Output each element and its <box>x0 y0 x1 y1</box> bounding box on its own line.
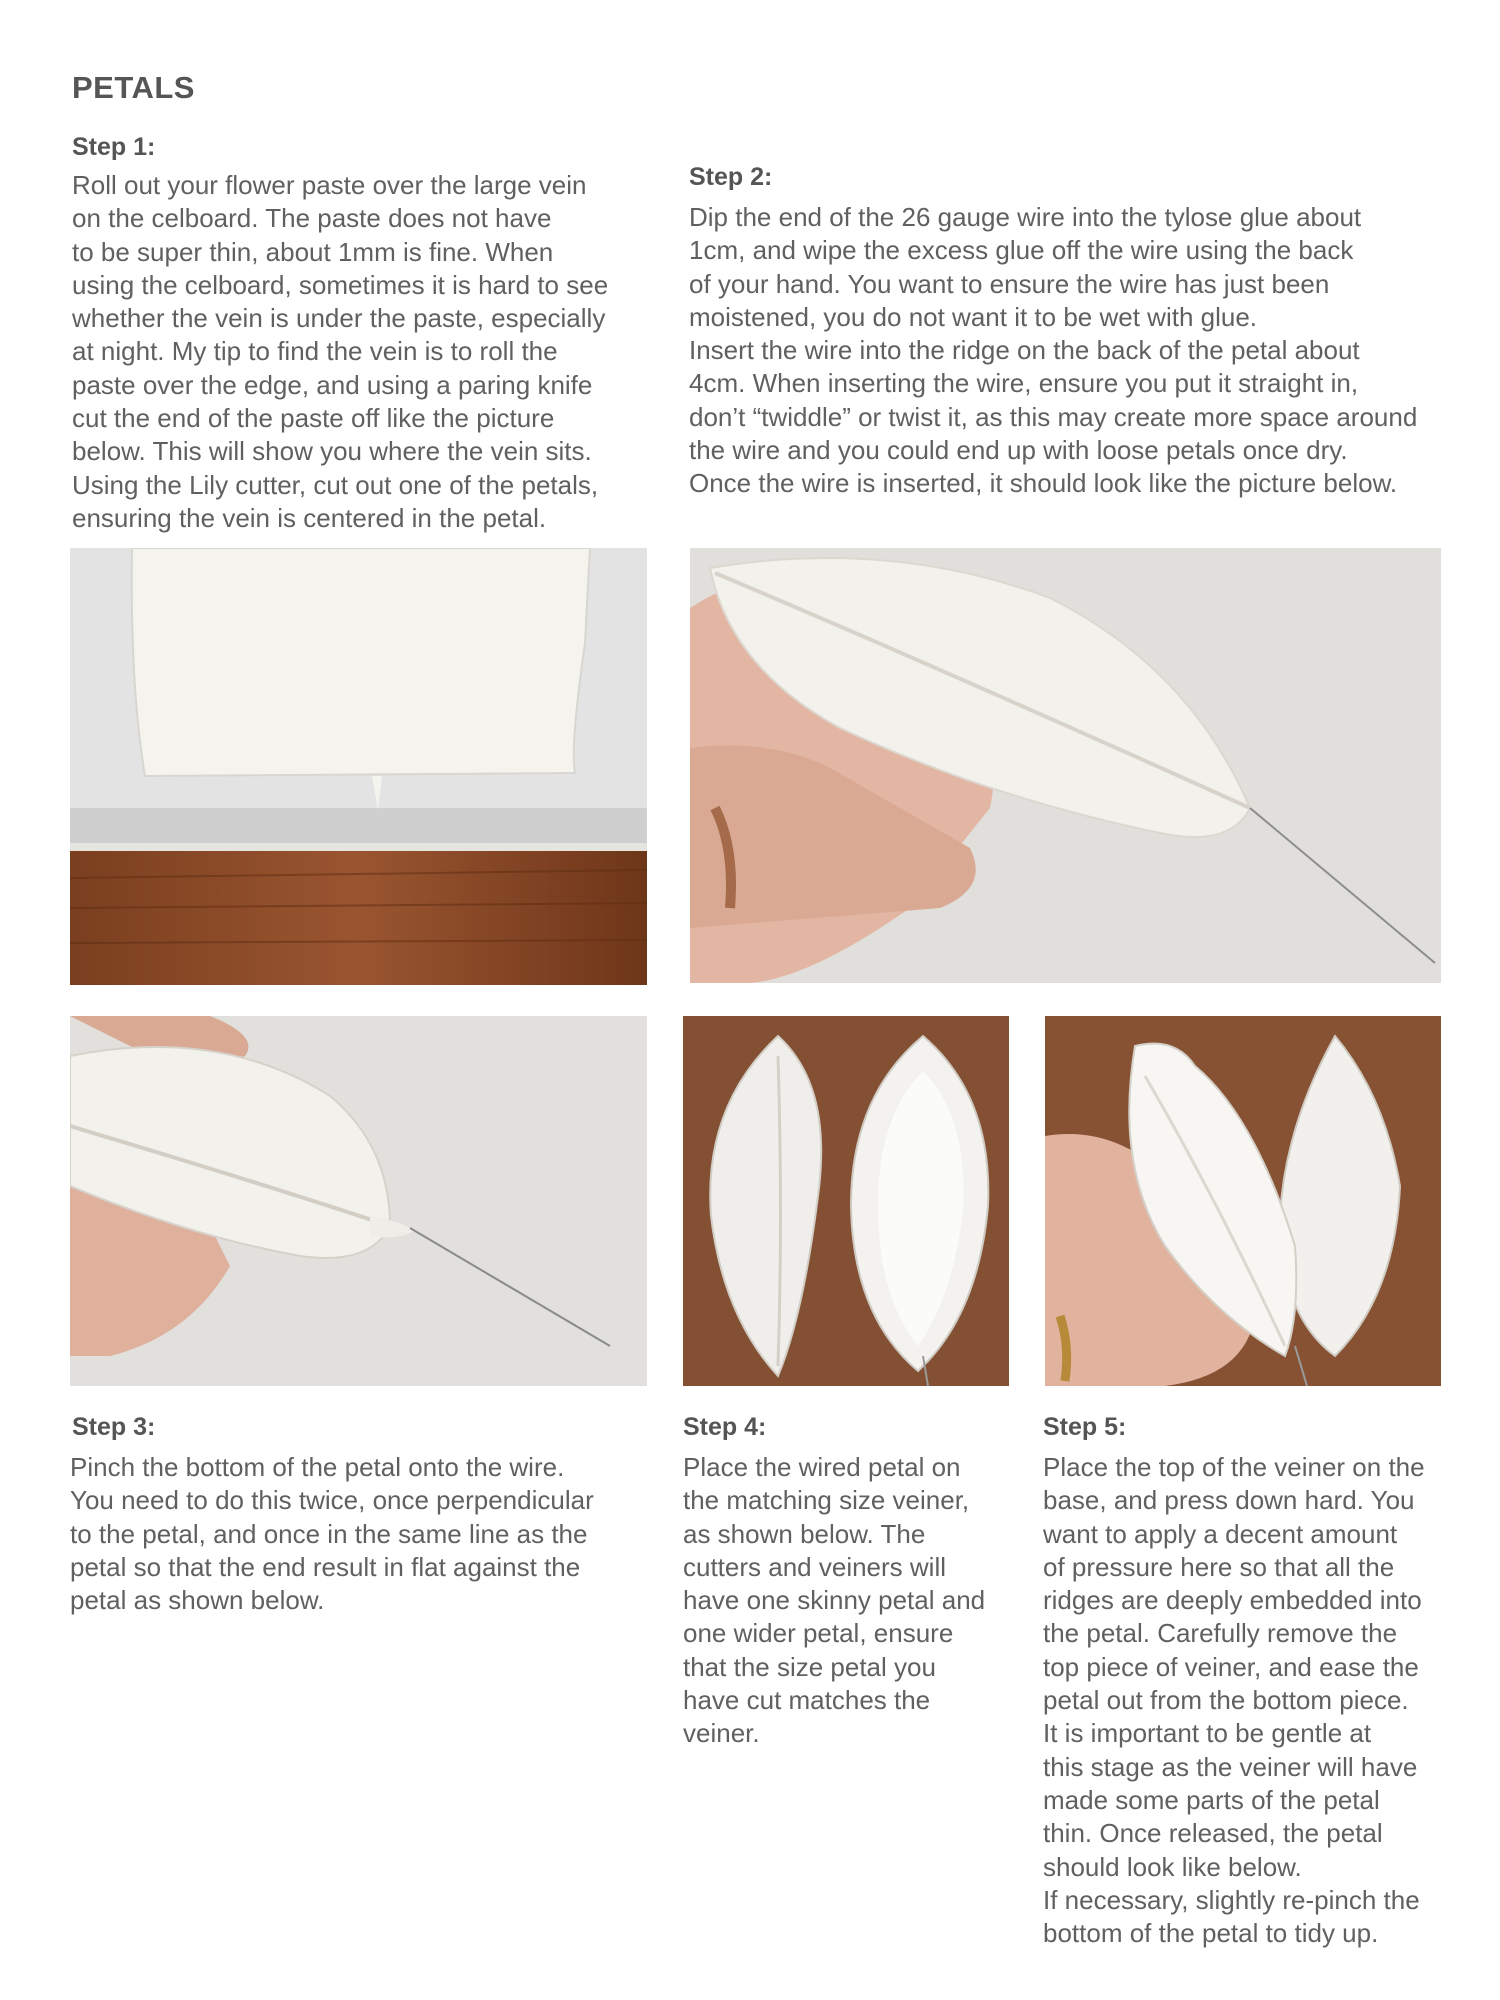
step-5-line: should look like below. <box>1043 1851 1302 1882</box>
step-5-line: made some parts of the petal <box>1043 1784 1380 1815</box>
step-2-line: 1cm, and wipe the excess glue off the wire using the back <box>689 235 1354 266</box>
celboard-photo <box>70 548 647 985</box>
step-2-line: don’t “twiddle” or twist it, as this may create more space around <box>689 401 1418 432</box>
step-4-line: cutters and veiners will <box>683 1551 946 1582</box>
pinched-petal-photo <box>70 1016 647 1386</box>
step-4-label: Step 4: <box>683 1413 767 1441</box>
step-1-line: ensuring the vein is centered in the petal. <box>72 502 547 533</box>
veiner-photo <box>683 1016 1009 1386</box>
step-5-line: thin. Once released, the petal <box>1043 1818 1383 1849</box>
step-1-line: to be super thin, about 1mm is fine. When <box>72 236 554 267</box>
step-1-line: whether the vein is under the paste, especially <box>72 303 606 334</box>
step-4-line: as shown below. The <box>683 1518 926 1549</box>
step-5-line: petal out from the bottom piece. <box>1043 1685 1409 1716</box>
step-5-line: top piece of veiner, and ease the <box>1043 1651 1419 1682</box>
step-3-label: Step 3: <box>72 1413 156 1441</box>
step-2-line: 4cm. When inserting the wire, ensure you put it straight in, <box>689 368 1359 399</box>
page-title: PETALS <box>72 70 195 105</box>
step-5-text <box>1043 1451 1425 1950</box>
step-1-line: Roll out your flower paste over the large vein <box>72 170 587 200</box>
step-4-line: have cut matches the <box>683 1685 931 1716</box>
step-3-line: petal so that the end result in flat against the <box>70 1551 581 1582</box>
step-5-label: Step 5: <box>1043 1413 1127 1441</box>
step-3-line: Pinch the bottom of the petal onto the wire. <box>70 1452 565 1482</box>
step-5-line: this stage as the veiner will have <box>1043 1751 1418 1782</box>
step-5-line: of pressure here so that all the <box>1043 1551 1395 1582</box>
step-4-line: one wider petal, ensure <box>683 1618 954 1649</box>
step-1-line: paste over the edge, and using a paring knife <box>72 369 593 400</box>
step-4-line: Place the wired petal on <box>683 1452 961 1482</box>
step-5-line: want to apply a decent amount <box>1043 1518 1398 1549</box>
step-4-text <box>683 1451 985 1751</box>
step-3-line: petal as shown below. <box>70 1585 325 1616</box>
step-3-line: You need to do this twice, once perpendicular <box>70 1485 594 1516</box>
step-5-line: bottom of the petal to tidy up. <box>1043 1918 1379 1949</box>
step-4-line: have one skinny petal and <box>683 1585 986 1616</box>
step-1-line: at night. My tip to find the vein is to roll the <box>72 336 558 367</box>
step-3-line: to the petal, and once in the same line as the <box>70 1518 588 1549</box>
step-2-line: moistened, you do not want it to be wet with glue. <box>689 301 1258 332</box>
step-1-label: Step 1: <box>72 133 156 161</box>
veined-petals-photo <box>1045 1016 1441 1386</box>
step-5-line: If necessary, slightly re-pinch the <box>1043 1884 1420 1915</box>
step-2-line: Insert the wire into the ridge on the back of the petal about <box>689 335 1360 366</box>
step-4-line: the matching size veiner, <box>683 1485 970 1516</box>
step-5-line: base, and press down hard. You <box>1043 1485 1415 1516</box>
step-1-text <box>72 169 608 535</box>
step-1-line: below. This will show you where the vein sits. <box>72 436 592 467</box>
step-1-line: cut the end of the paste off like the picture <box>72 403 555 434</box>
step-2-line: of your hand. You want to ensure the wire has just been <box>689 268 1330 299</box>
step-1-line: on the celboard. The paste does not have <box>72 203 552 234</box>
step-1-line: using the celboard, sometimes it is hard to see <box>72 269 609 300</box>
step-5-line: Place the top of the veiner on the <box>1043 1452 1425 1482</box>
step-2-line: Once the wire is inserted, it should look like the picture below. <box>689 468 1398 499</box>
step-4-line: that the size petal you <box>683 1651 936 1682</box>
step-5-line: the petal. Carefully remove the <box>1043 1618 1398 1649</box>
step-5-line: It is important to be gentle at <box>1043 1718 1372 1749</box>
step-5-line: ridges are deeply embedded into <box>1043 1585 1422 1616</box>
step-1-line: Using the Lily cutter, cut out one of the petals, <box>72 469 599 500</box>
step-2-line: the wire and you could end up with loose petals once dry. <box>689 435 1348 466</box>
wired-petal-photo <box>690 548 1441 983</box>
step-2-line: Dip the end of the 26 gauge wire into the tylose glue about <box>689 202 1362 232</box>
step-2-label: Step 2: <box>689 163 773 191</box>
step-4-line: veiner. <box>683 1718 760 1749</box>
step-3-text <box>70 1451 594 1617</box>
step-2-text <box>689 201 1417 501</box>
